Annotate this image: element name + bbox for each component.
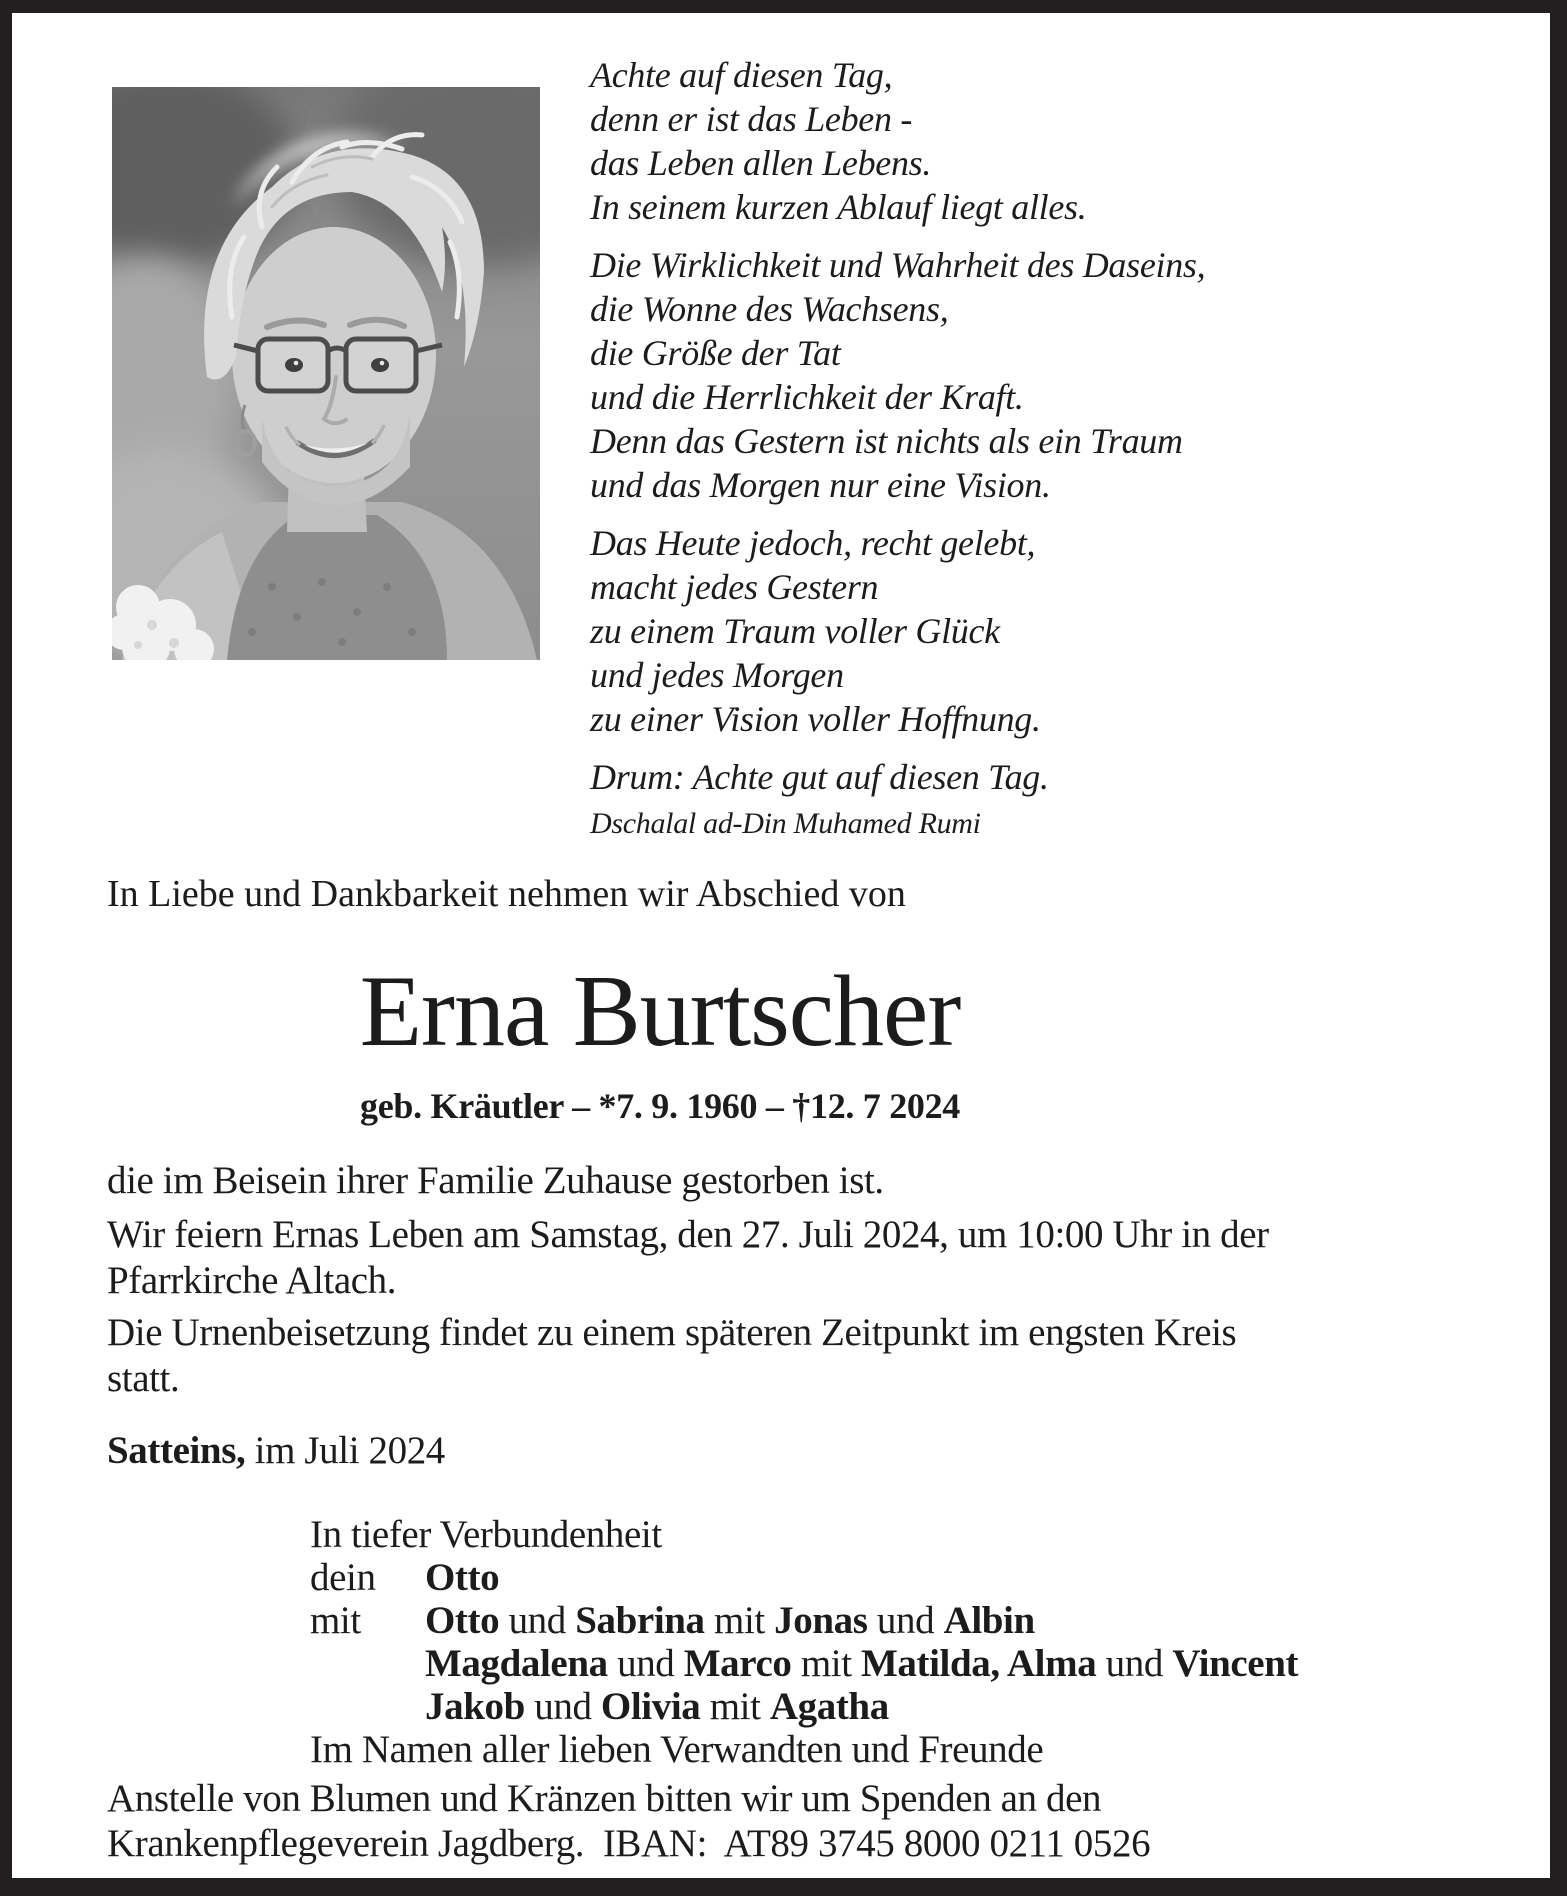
closing-row-label: mit: [310, 1599, 361, 1642]
text-segment: Otto: [425, 1556, 500, 1599]
poem-line: zu einem Traum voller Glück: [590, 611, 1000, 651]
closing-row: [310, 1642, 1550, 1685]
portrait-illustration: [112, 87, 540, 660]
memorial-poem: [590, 53, 1470, 843]
text-segment: Sabrina: [575, 1599, 705, 1642]
poem-line: Die Wirklichkeit und Wahrheit des Daseins,: [590, 245, 1206, 285]
text-segment: Jakob: [425, 1685, 525, 1728]
poem-line: und das Morgen nur eine Vision.: [590, 465, 1051, 505]
closing-row-label: [310, 1642, 425, 1685]
text-line: Krankenpflegeverein Jagdberg. IBAN: AT89 3745 8000 0211 0526: [107, 1822, 1151, 1865]
donation-note: [107, 1776, 1547, 1866]
poem-line: das Leben allen Lebens.: [590, 143, 932, 183]
text-segment: Vincent: [1172, 1642, 1299, 1685]
closing-row-names: [425, 1599, 1035, 1642]
poem-line: und die Herrlichkeit der Kraft.: [590, 377, 1024, 417]
text-line: Wir feiern Ernas Leben am Samstag, den 27. Juli 2024, um 10:00 Uhr in der: [107, 1213, 1269, 1256]
poem-stanza-1: [590, 53, 1470, 229]
poem-stanza-3: [590, 521, 1470, 741]
text-segment: Olivia: [600, 1685, 701, 1728]
text-line: Anstelle von Blumen und Kränzen bitten wir um Spenden an den: [107, 1777, 1102, 1820]
poem-line: In seinem kurzen Ablauf liegt alles.: [590, 187, 1087, 227]
text-line: Pfarrkirche Altach.: [107, 1259, 397, 1302]
closing-row: [310, 1599, 1550, 1642]
farewell-intro: In Liebe und Dankbarkeit nehmen wir Abschied von: [107, 873, 906, 915]
closing-intro: In tiefer Verbundenheit: [310, 1513, 662, 1556]
text-segment: Otto: [425, 1599, 500, 1642]
paragraph-death-circumstance: [107, 1158, 1547, 1204]
closing-row: [310, 1685, 1550, 1728]
portrait-photo: [112, 87, 540, 660]
closing-row-names: [425, 1642, 1298, 1685]
family-closing-block: [310, 1513, 1550, 1771]
text-segment: mit: [704, 1599, 775, 1642]
text-segment: Albin: [943, 1599, 1035, 1642]
text-segment: Magdalena: [425, 1642, 608, 1685]
poem-attribution: Dschalal ad-Din Muhamed Rumi: [590, 807, 981, 840]
text-segment: und: [499, 1599, 576, 1642]
poem-line: und jedes Morgen: [590, 655, 844, 695]
text-segment: Satteins,: [107, 1429, 246, 1472]
poem-closing-line: Drum: Achte gut auf diesen Tag.: [590, 757, 1049, 797]
closing-row: [310, 1556, 1550, 1599]
text-line: statt.: [107, 1357, 180, 1400]
text-segment: und: [1096, 1642, 1173, 1685]
deceased-dates: geb. Kräutler – *7. 9. 1960 – †12. 7 2024: [360, 1086, 960, 1127]
closing-row-names: [425, 1685, 889, 1728]
text-segment: und: [524, 1685, 601, 1728]
closing-row-names: [425, 1556, 499, 1599]
poem-line: Denn das Gestern ist nichts als ein Traum: [590, 421, 1183, 461]
closing-row-label: dein: [310, 1556, 376, 1599]
text-segment: und: [867, 1599, 944, 1642]
poem-line: zu einer Vision voller Hoffnung.: [590, 699, 1041, 739]
deceased-block: [100, 957, 1220, 1127]
poem-line: die Wonne des Wachsens,: [590, 289, 949, 329]
text-segment: Marco: [683, 1642, 792, 1685]
text-segment: und: [607, 1642, 684, 1685]
text-segment: mit: [791, 1642, 862, 1685]
poem-stanza-2: [590, 243, 1470, 507]
text-line: die im Beisein ihrer Familie Zuhause gestorben ist.: [107, 1159, 884, 1202]
paragraph-service-info: [107, 1212, 1547, 1304]
text-segment: Agatha: [769, 1685, 889, 1728]
text-segment: Jonas: [774, 1599, 868, 1642]
text-segment: mit: [700, 1685, 770, 1728]
poem-line: denn er ist das Leben -: [590, 99, 913, 139]
poem-line: macht jedes Gestern: [590, 567, 879, 607]
text-line: Die Urnenbeisetzung findet zu einem späteren Zeitpunkt im engsten Kreis: [107, 1311, 1237, 1354]
place-dateline: [107, 1428, 1547, 1474]
closing-outro: Im Namen aller lieben Verwandten und Freunde: [310, 1728, 1044, 1771]
poem-line: Achte auf diesen Tag,: [590, 55, 893, 95]
poem-line: Das Heute jedoch, recht gelebt,: [590, 523, 1036, 563]
text-segment: Matilda, Alma: [861, 1642, 1097, 1685]
closing-row-label: [310, 1685, 425, 1728]
deceased-name: Erna Burtscher: [359, 955, 961, 1068]
paragraph-urn-burial: [107, 1310, 1547, 1402]
poem-line: die Größe der Tat: [590, 333, 841, 373]
text-segment: im Juli 2024: [245, 1429, 445, 1472]
